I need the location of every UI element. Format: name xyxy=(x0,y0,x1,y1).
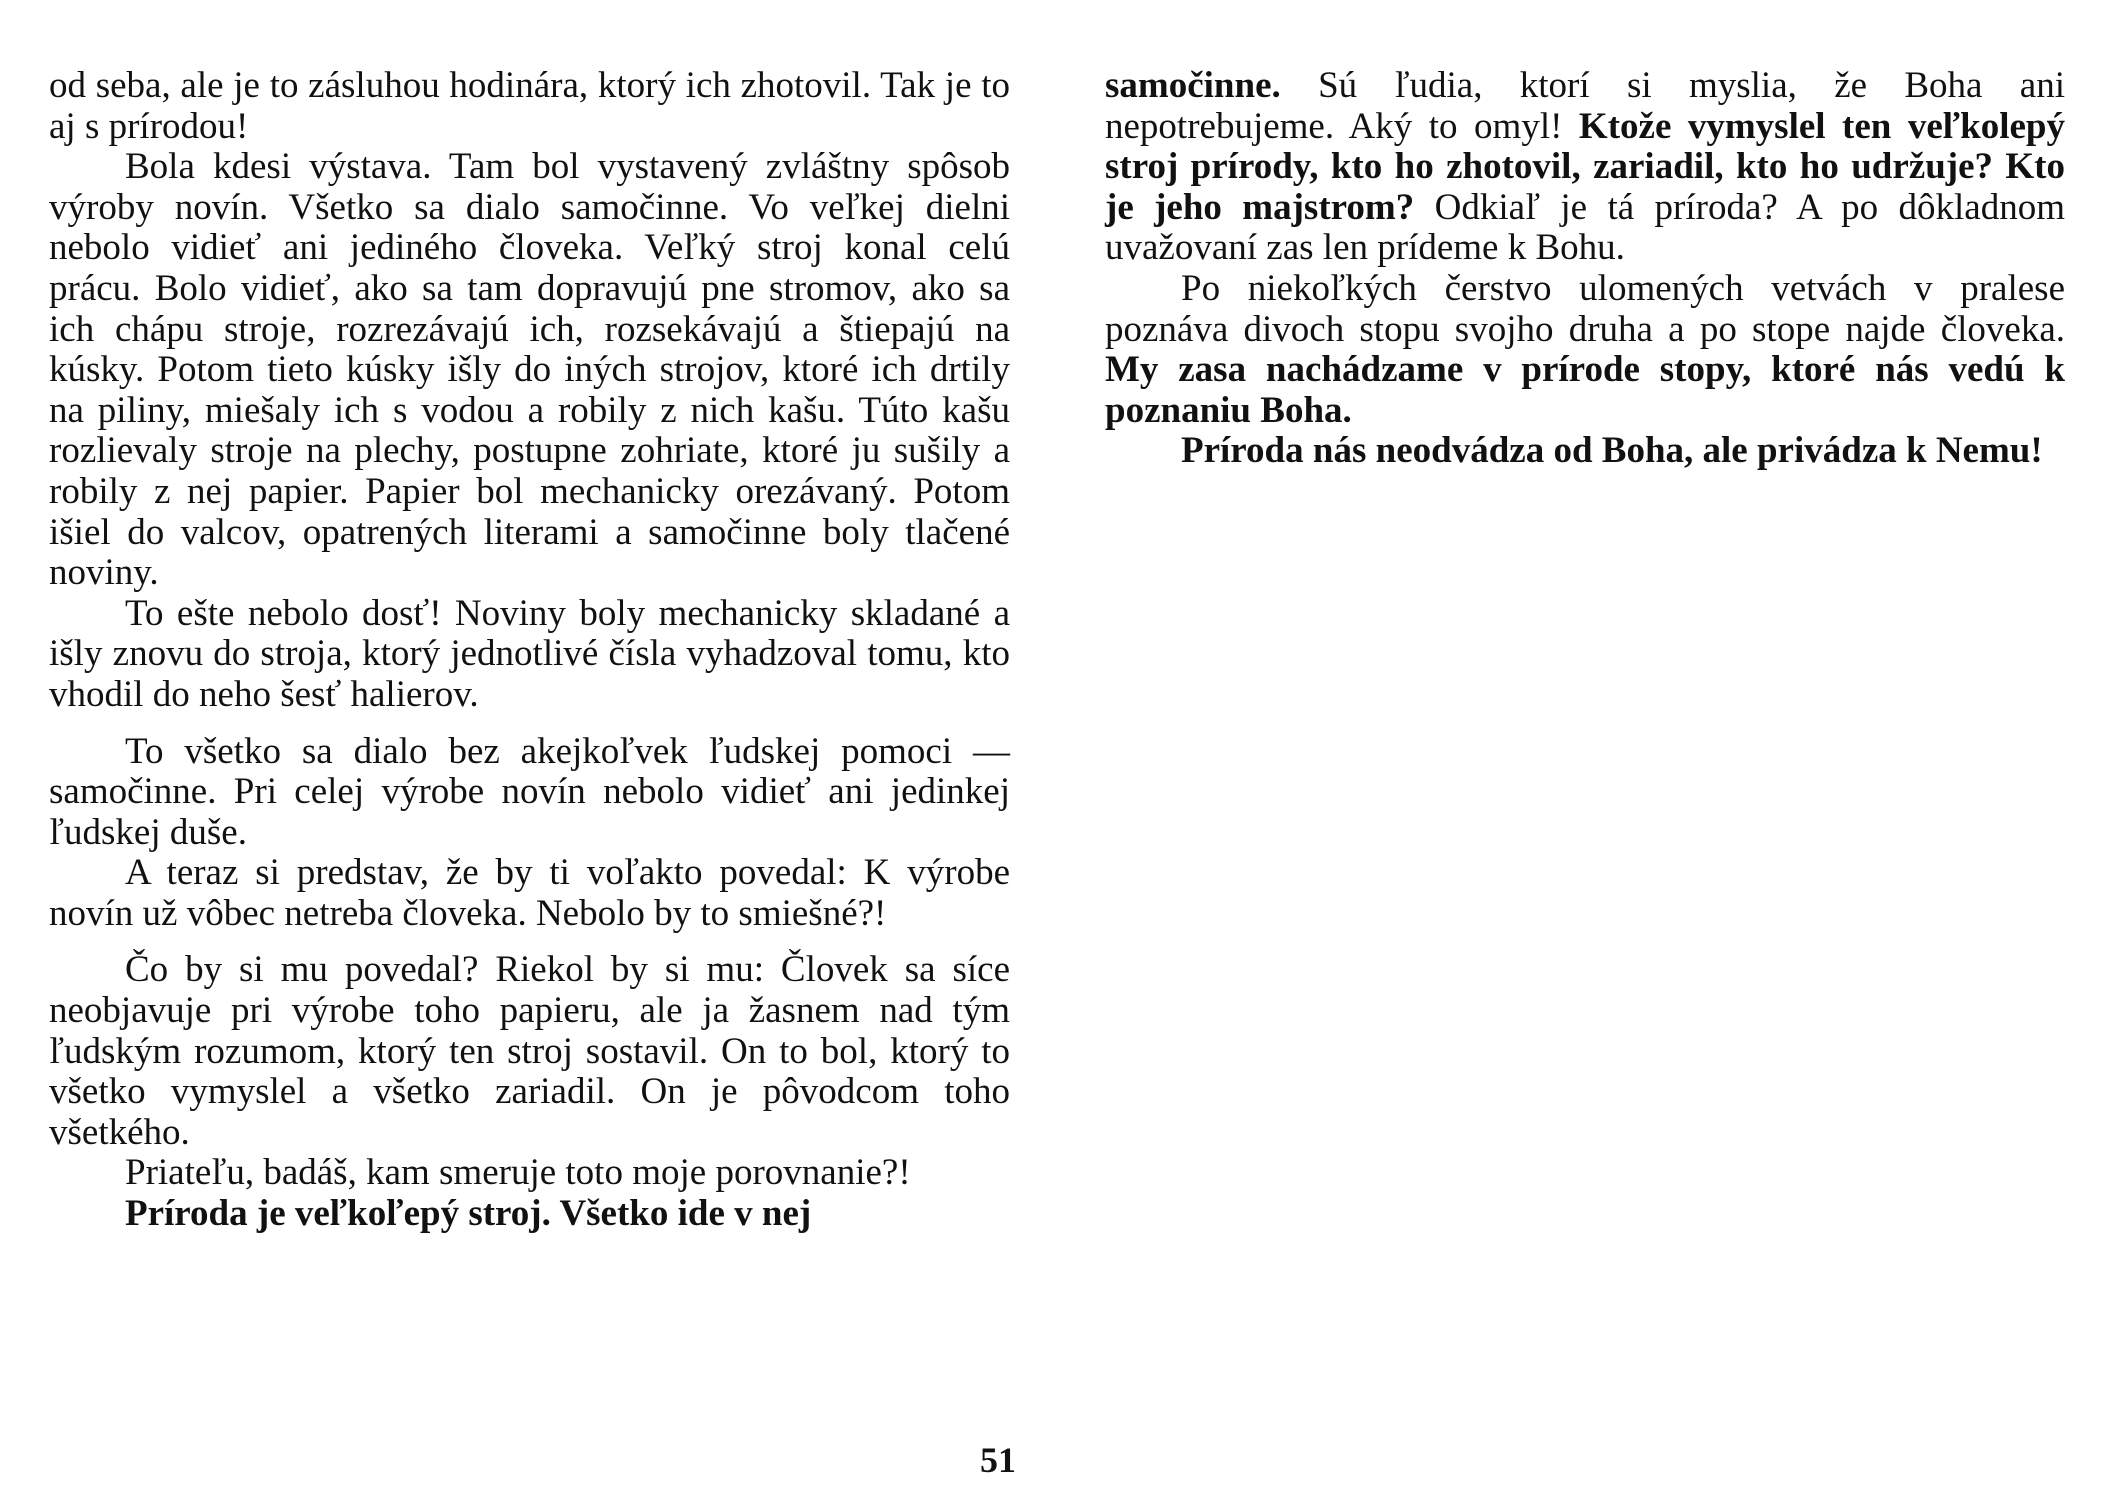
bold-paragraph xyxy=(49,1194,1010,1235)
plain-text: Odkiaľ je tá príroda? A po dôkladnom uvažovaní zas len prídeme k Bohu. xyxy=(1105,186,2065,269)
paragraph: Bola kdesi výstava. Tam bol vystavený zvláštny spôsob výroby novín. Všetko sa dialo samočinne. Vo veľkej dielni nebolo vidieť ani jediného človeka. Veľký stroj konal celú prácu. Bolo vidieť, ako sa tam dopravujú pne stromov, ako sa ich chápu stroje, rozrezávajú ich, rozsekávajú a štiepajú na kúsky. Potom tieto kúsky išly do iných strojov, ktoré ich drtily na piliny, miešaly ich s vodou a robily z nich kašu. Túto kašu rozlievaly stroje na plechy, postupne zohriate, ktoré ju sušily a robily z nej papier. Papier bol mechanicky orezávaný. Potom išiel do valcov, opatrených literami a samočinne boly tlačené noviny. xyxy=(49,146,1010,594)
paragraph: Priateľu, badáš, kam smeruje toto moje porovnanie?! xyxy=(125,1152,911,1194)
paragraph xyxy=(1105,66,2065,269)
paragraph: To všetko sa dialo bez akejkoľvek ľudskej pomoci — samočinne. Pri celej výrobe novín nebolo vidieť ani jedinkej ľudskej duše. xyxy=(49,730,1010,853)
bold-text: Príroda nás neodvádza od Boha, ale privádza k Nemu! xyxy=(1181,430,2043,472)
paragraph: od seba, ale je to zásluhou hodinára, ktorý ich zhotovil. Tak je to aj s prírodou! xyxy=(49,65,1010,147)
paragraph xyxy=(1105,269,2065,431)
left-text-column xyxy=(49,66,1010,1235)
right-page xyxy=(1053,0,2106,1500)
right-text-column xyxy=(1105,66,2065,472)
paragraph: Čo by si mu povedal? Riekol by si mu: Človek sa síce neobjavuje pri výrobe toho papieru, ale ja žasnem nad tým ľudským rozumom, ktorý ten stroj sostavil. On to bol, ktorý to všetko vymyslel a všetko zariadil. On je pôvodcom toho všetkého. xyxy=(49,949,1010,1153)
bold-text: samočinne. xyxy=(1105,65,1281,106)
paragraph: A teraz si predstav, že by ti voľakto povedal: K výrobe novín už vôbec netreba človeka. Nebolo by to smiešné?! xyxy=(49,852,1010,934)
paragraph: To ešte nebolo dosť! Noviny boly mechanicky skladané a išly znovu do stroja, ktorý jednotlivé čísla vyhadzoval tomu, kto vhodil do neho šesť halierov. xyxy=(49,592,1010,715)
bold-text: Príroda je veľkoľepý stroj. Všetko ide v nej xyxy=(125,1193,812,1235)
plain-text: Po niekoľkých čerstvo ulomených vetvách v pralese poznáva divoch stopu svojho druha a po stope najde človeka. xyxy=(1105,267,2065,350)
paragraph xyxy=(1105,431,2065,472)
page-number: 51 xyxy=(980,1440,1016,1480)
bold-text: Ktože vymyslel ten veľkolepý stroj prírody, kto ho zhotovil, zariadil, kto ho udržuje? Kto je jeho majstrom? xyxy=(1105,105,2065,228)
bold-text: My zasa nachádzame v prírode stopy, ktoré nás vedú k poznaniu Boha. xyxy=(1105,349,2065,431)
plain-text: Sú ľudia, ktorí si myslia, že Boha ani nepotrebujeme. Aký to omyl! xyxy=(1105,65,2065,147)
